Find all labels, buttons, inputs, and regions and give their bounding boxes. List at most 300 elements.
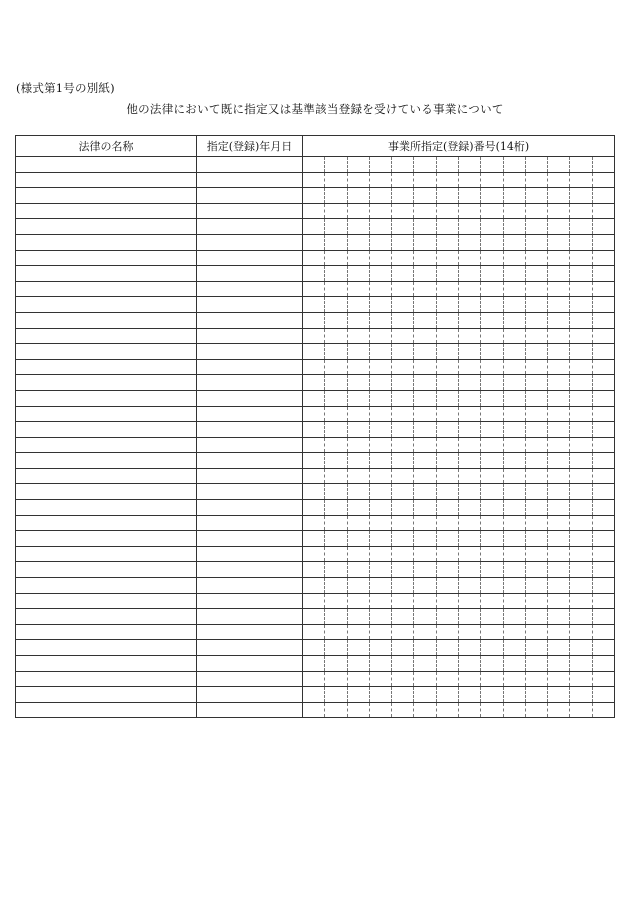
law-name-cell[interactable] <box>16 484 197 500</box>
office-number-digit-cell[interactable] <box>325 297 347 313</box>
office-number-digit-cell[interactable] <box>592 234 614 250</box>
designation-date-cell[interactable] <box>197 157 303 173</box>
office-number-digit-cell[interactable] <box>303 624 325 640</box>
office-number-digit-cell[interactable] <box>392 546 414 562</box>
office-number-digit-cell[interactable] <box>303 281 325 297</box>
office-number-digit-cell[interactable] <box>458 422 480 438</box>
office-number-digit-cell[interactable] <box>392 609 414 625</box>
designation-date-cell[interactable] <box>197 624 303 640</box>
office-number-digit-cell[interactable] <box>414 172 436 188</box>
office-number-digit-cell[interactable] <box>369 157 391 173</box>
office-number-digit-cell[interactable] <box>548 422 570 438</box>
law-name-cell[interactable] <box>16 656 197 672</box>
office-number-digit-cell[interactable] <box>570 328 592 344</box>
office-number-digit-cell[interactable] <box>525 624 547 640</box>
office-number-digit-cell[interactable] <box>592 297 614 313</box>
office-number-digit-cell[interactable] <box>481 344 503 360</box>
office-number-digit-cell[interactable] <box>347 671 369 687</box>
office-number-digit-cell[interactable] <box>392 500 414 516</box>
office-number-digit-cell[interactable] <box>369 281 391 297</box>
office-number-digit-cell[interactable] <box>436 422 458 438</box>
office-number-digit-cell[interactable] <box>369 593 391 609</box>
office-number-digit-cell[interactable] <box>503 219 525 235</box>
office-number-digit-cell[interactable] <box>525 578 547 594</box>
office-number-digit-cell[interactable] <box>570 546 592 562</box>
law-name-cell[interactable] <box>16 546 197 562</box>
law-name-cell[interactable] <box>16 687 197 703</box>
office-number-digit-cell[interactable] <box>458 453 480 469</box>
office-number-digit-cell[interactable] <box>570 266 592 282</box>
office-number-digit-cell[interactable] <box>592 562 614 578</box>
office-number-digit-cell[interactable] <box>369 234 391 250</box>
office-number-digit-cell[interactable] <box>481 266 503 282</box>
designation-date-cell[interactable] <box>197 578 303 594</box>
office-number-digit-cell[interactable] <box>325 593 347 609</box>
office-number-digit-cell[interactable] <box>503 531 525 547</box>
office-number-digit-cell[interactable] <box>369 500 391 516</box>
office-number-digit-cell[interactable] <box>592 609 614 625</box>
office-number-digit-cell[interactable] <box>369 515 391 531</box>
office-number-digit-cell[interactable] <box>436 359 458 375</box>
office-number-digit-cell[interactable] <box>525 656 547 672</box>
office-number-digit-cell[interactable] <box>369 359 391 375</box>
office-number-digit-cell[interactable] <box>548 578 570 594</box>
office-number-digit-cell[interactable] <box>570 281 592 297</box>
designation-date-cell[interactable] <box>197 640 303 656</box>
office-number-digit-cell[interactable] <box>414 344 436 360</box>
office-number-digit-cell[interactable] <box>436 453 458 469</box>
law-name-cell[interactable] <box>16 437 197 453</box>
office-number-digit-cell[interactable] <box>548 484 570 500</box>
office-number-digit-cell[interactable] <box>481 656 503 672</box>
office-number-digit-cell[interactable] <box>325 266 347 282</box>
office-number-digit-cell[interactable] <box>458 406 480 422</box>
office-number-digit-cell[interactable] <box>503 671 525 687</box>
office-number-digit-cell[interactable] <box>503 702 525 718</box>
office-number-digit-cell[interactable] <box>369 188 391 204</box>
office-number-digit-cell[interactable] <box>525 468 547 484</box>
law-name-cell[interactable] <box>16 702 197 718</box>
office-number-digit-cell[interactable] <box>458 250 480 266</box>
office-number-digit-cell[interactable] <box>392 593 414 609</box>
office-number-digit-cell[interactable] <box>592 624 614 640</box>
office-number-digit-cell[interactable] <box>325 578 347 594</box>
office-number-digit-cell[interactable] <box>481 624 503 640</box>
office-number-digit-cell[interactable] <box>548 328 570 344</box>
law-name-cell[interactable] <box>16 297 197 313</box>
office-number-digit-cell[interactable] <box>503 500 525 516</box>
designation-date-cell[interactable] <box>197 593 303 609</box>
office-number-digit-cell[interactable] <box>414 671 436 687</box>
office-number-digit-cell[interactable] <box>414 531 436 547</box>
office-number-digit-cell[interactable] <box>570 157 592 173</box>
office-number-digit-cell[interactable] <box>436 250 458 266</box>
office-number-digit-cell[interactable] <box>548 359 570 375</box>
office-number-digit-cell[interactable] <box>525 328 547 344</box>
office-number-digit-cell[interactable] <box>481 328 503 344</box>
office-number-digit-cell[interactable] <box>503 406 525 422</box>
office-number-digit-cell[interactable] <box>369 640 391 656</box>
office-number-digit-cell[interactable] <box>347 546 369 562</box>
office-number-digit-cell[interactable] <box>347 500 369 516</box>
office-number-digit-cell[interactable] <box>503 453 525 469</box>
office-number-digit-cell[interactable] <box>481 531 503 547</box>
office-number-digit-cell[interactable] <box>570 453 592 469</box>
office-number-digit-cell[interactable] <box>436 234 458 250</box>
office-number-digit-cell[interactable] <box>458 468 480 484</box>
office-number-digit-cell[interactable] <box>570 234 592 250</box>
law-name-cell[interactable] <box>16 406 197 422</box>
office-number-digit-cell[interactable] <box>570 375 592 391</box>
office-number-digit-cell[interactable] <box>503 593 525 609</box>
office-number-digit-cell[interactable] <box>570 390 592 406</box>
office-number-digit-cell[interactable] <box>592 157 614 173</box>
office-number-digit-cell[interactable] <box>436 406 458 422</box>
law-name-cell[interactable] <box>16 344 197 360</box>
law-name-cell[interactable] <box>16 234 197 250</box>
office-number-digit-cell[interactable] <box>503 157 525 173</box>
office-number-digit-cell[interactable] <box>303 344 325 360</box>
office-number-digit-cell[interactable] <box>369 609 391 625</box>
office-number-digit-cell[interactable] <box>347 406 369 422</box>
office-number-digit-cell[interactable] <box>436 157 458 173</box>
office-number-digit-cell[interactable] <box>436 172 458 188</box>
office-number-digit-cell[interactable] <box>369 687 391 703</box>
office-number-digit-cell[interactable] <box>303 266 325 282</box>
office-number-digit-cell[interactable] <box>592 500 614 516</box>
office-number-digit-cell[interactable] <box>548 172 570 188</box>
law-name-cell[interactable] <box>16 203 197 219</box>
office-number-digit-cell[interactable] <box>369 656 391 672</box>
law-name-cell[interactable] <box>16 390 197 406</box>
office-number-digit-cell[interactable] <box>525 437 547 453</box>
office-number-digit-cell[interactable] <box>369 312 391 328</box>
office-number-digit-cell[interactable] <box>369 671 391 687</box>
office-number-digit-cell[interactable] <box>347 157 369 173</box>
office-number-digit-cell[interactable] <box>325 406 347 422</box>
office-number-digit-cell[interactable] <box>458 234 480 250</box>
office-number-digit-cell[interactable] <box>369 375 391 391</box>
office-number-digit-cell[interactable] <box>503 546 525 562</box>
office-number-digit-cell[interactable] <box>436 656 458 672</box>
office-number-digit-cell[interactable] <box>392 656 414 672</box>
office-number-digit-cell[interactable] <box>525 531 547 547</box>
designation-date-cell[interactable] <box>197 562 303 578</box>
office-number-digit-cell[interactable] <box>503 656 525 672</box>
office-number-digit-cell[interactable] <box>325 437 347 453</box>
office-number-digit-cell[interactable] <box>481 562 503 578</box>
office-number-digit-cell[interactable] <box>592 671 614 687</box>
office-number-digit-cell[interactable] <box>525 562 547 578</box>
office-number-digit-cell[interactable] <box>458 531 480 547</box>
office-number-digit-cell[interactable] <box>414 375 436 391</box>
office-number-digit-cell[interactable] <box>347 515 369 531</box>
designation-date-cell[interactable] <box>197 702 303 718</box>
office-number-digit-cell[interactable] <box>325 312 347 328</box>
office-number-digit-cell[interactable] <box>414 453 436 469</box>
law-name-cell[interactable] <box>16 422 197 438</box>
office-number-digit-cell[interactable] <box>458 593 480 609</box>
office-number-digit-cell[interactable] <box>458 328 480 344</box>
office-number-digit-cell[interactable] <box>458 219 480 235</box>
office-number-digit-cell[interactable] <box>392 359 414 375</box>
office-number-digit-cell[interactable] <box>436 546 458 562</box>
office-number-digit-cell[interactable] <box>347 578 369 594</box>
office-number-digit-cell[interactable] <box>481 219 503 235</box>
office-number-digit-cell[interactable] <box>570 656 592 672</box>
office-number-digit-cell[interactable] <box>303 609 325 625</box>
office-number-digit-cell[interactable] <box>525 344 547 360</box>
office-number-digit-cell[interactable] <box>369 344 391 360</box>
office-number-digit-cell[interactable] <box>525 157 547 173</box>
office-number-digit-cell[interactable] <box>592 219 614 235</box>
office-number-digit-cell[interactable] <box>548 188 570 204</box>
designation-date-cell[interactable] <box>197 609 303 625</box>
office-number-digit-cell[interactable] <box>592 359 614 375</box>
office-number-digit-cell[interactable] <box>592 266 614 282</box>
office-number-digit-cell[interactable] <box>347 437 369 453</box>
law-name-cell[interactable] <box>16 172 197 188</box>
office-number-digit-cell[interactable] <box>303 468 325 484</box>
office-number-digit-cell[interactable] <box>325 609 347 625</box>
designation-date-cell[interactable] <box>197 281 303 297</box>
office-number-digit-cell[interactable] <box>481 203 503 219</box>
office-number-digit-cell[interactable] <box>303 562 325 578</box>
office-number-digit-cell[interactable] <box>436 375 458 391</box>
office-number-digit-cell[interactable] <box>414 593 436 609</box>
office-number-digit-cell[interactable] <box>303 172 325 188</box>
office-number-digit-cell[interactable] <box>481 422 503 438</box>
office-number-digit-cell[interactable] <box>592 281 614 297</box>
office-number-digit-cell[interactable] <box>525 593 547 609</box>
office-number-digit-cell[interactable] <box>548 640 570 656</box>
office-number-digit-cell[interactable] <box>303 234 325 250</box>
office-number-digit-cell[interactable] <box>548 406 570 422</box>
law-name-cell[interactable] <box>16 624 197 640</box>
designation-date-cell[interactable] <box>197 250 303 266</box>
office-number-digit-cell[interactable] <box>525 671 547 687</box>
office-number-digit-cell[interactable] <box>525 312 547 328</box>
office-number-digit-cell[interactable] <box>503 203 525 219</box>
office-number-digit-cell[interactable] <box>592 312 614 328</box>
office-number-digit-cell[interactable] <box>392 203 414 219</box>
office-number-digit-cell[interactable] <box>503 250 525 266</box>
office-number-digit-cell[interactable] <box>481 484 503 500</box>
office-number-digit-cell[interactable] <box>303 453 325 469</box>
office-number-digit-cell[interactable] <box>325 687 347 703</box>
office-number-digit-cell[interactable] <box>481 437 503 453</box>
office-number-digit-cell[interactable] <box>592 531 614 547</box>
office-number-digit-cell[interactable] <box>325 234 347 250</box>
office-number-digit-cell[interactable] <box>548 390 570 406</box>
law-name-cell[interactable] <box>16 453 197 469</box>
office-number-digit-cell[interactable] <box>414 624 436 640</box>
office-number-digit-cell[interactable] <box>325 328 347 344</box>
office-number-digit-cell[interactable] <box>548 281 570 297</box>
office-number-digit-cell[interactable] <box>592 344 614 360</box>
office-number-digit-cell[interactable] <box>369 624 391 640</box>
office-number-digit-cell[interactable] <box>369 546 391 562</box>
office-number-digit-cell[interactable] <box>325 468 347 484</box>
office-number-digit-cell[interactable] <box>503 390 525 406</box>
office-number-digit-cell[interactable] <box>414 578 436 594</box>
law-name-cell[interactable] <box>16 359 197 375</box>
office-number-digit-cell[interactable] <box>570 702 592 718</box>
office-number-digit-cell[interactable] <box>458 624 480 640</box>
office-number-digit-cell[interactable] <box>458 172 480 188</box>
office-number-digit-cell[interactable] <box>325 344 347 360</box>
office-number-digit-cell[interactable] <box>458 671 480 687</box>
office-number-digit-cell[interactable] <box>325 500 347 516</box>
office-number-digit-cell[interactable] <box>325 562 347 578</box>
office-number-digit-cell[interactable] <box>503 578 525 594</box>
office-number-digit-cell[interactable] <box>481 234 503 250</box>
office-number-digit-cell[interactable] <box>592 687 614 703</box>
office-number-digit-cell[interactable] <box>548 546 570 562</box>
designation-date-cell[interactable] <box>197 531 303 547</box>
office-number-digit-cell[interactable] <box>325 172 347 188</box>
office-number-digit-cell[interactable] <box>592 515 614 531</box>
office-number-digit-cell[interactable] <box>503 640 525 656</box>
office-number-digit-cell[interactable] <box>347 219 369 235</box>
office-number-digit-cell[interactable] <box>458 546 480 562</box>
office-number-digit-cell[interactable] <box>414 219 436 235</box>
office-number-digit-cell[interactable] <box>548 266 570 282</box>
office-number-digit-cell[interactable] <box>392 437 414 453</box>
office-number-digit-cell[interactable] <box>347 266 369 282</box>
office-number-digit-cell[interactable] <box>570 578 592 594</box>
office-number-digit-cell[interactable] <box>436 624 458 640</box>
office-number-digit-cell[interactable] <box>347 562 369 578</box>
law-name-cell[interactable] <box>16 312 197 328</box>
office-number-digit-cell[interactable] <box>436 671 458 687</box>
office-number-digit-cell[interactable] <box>570 219 592 235</box>
law-name-cell[interactable] <box>16 531 197 547</box>
office-number-digit-cell[interactable] <box>414 203 436 219</box>
office-number-digit-cell[interactable] <box>503 188 525 204</box>
office-number-digit-cell[interactable] <box>592 250 614 266</box>
office-number-digit-cell[interactable] <box>347 640 369 656</box>
office-number-digit-cell[interactable] <box>481 359 503 375</box>
office-number-digit-cell[interactable] <box>570 297 592 313</box>
office-number-digit-cell[interactable] <box>414 406 436 422</box>
office-number-digit-cell[interactable] <box>392 406 414 422</box>
office-number-digit-cell[interactable] <box>325 375 347 391</box>
office-number-digit-cell[interactable] <box>481 609 503 625</box>
designation-date-cell[interactable] <box>197 297 303 313</box>
office-number-digit-cell[interactable] <box>525 422 547 438</box>
office-number-digit-cell[interactable] <box>592 640 614 656</box>
office-number-digit-cell[interactable] <box>525 359 547 375</box>
office-number-digit-cell[interactable] <box>347 390 369 406</box>
office-number-digit-cell[interactable] <box>392 250 414 266</box>
office-number-digit-cell[interactable] <box>503 609 525 625</box>
office-number-digit-cell[interactable] <box>414 484 436 500</box>
office-number-digit-cell[interactable] <box>592 328 614 344</box>
office-number-digit-cell[interactable] <box>458 484 480 500</box>
office-number-digit-cell[interactable] <box>570 640 592 656</box>
office-number-digit-cell[interactable] <box>458 375 480 391</box>
office-number-digit-cell[interactable] <box>503 312 525 328</box>
office-number-digit-cell[interactable] <box>525 203 547 219</box>
office-number-digit-cell[interactable] <box>392 468 414 484</box>
office-number-digit-cell[interactable] <box>481 640 503 656</box>
office-number-digit-cell[interactable] <box>392 328 414 344</box>
office-number-digit-cell[interactable] <box>481 671 503 687</box>
office-number-digit-cell[interactable] <box>414 500 436 516</box>
designation-date-cell[interactable] <box>197 671 303 687</box>
office-number-digit-cell[interactable] <box>325 546 347 562</box>
designation-date-cell[interactable] <box>197 219 303 235</box>
office-number-digit-cell[interactable] <box>525 687 547 703</box>
office-number-digit-cell[interactable] <box>303 375 325 391</box>
office-number-digit-cell[interactable] <box>481 172 503 188</box>
office-number-digit-cell[interactable] <box>303 500 325 516</box>
office-number-digit-cell[interactable] <box>436 203 458 219</box>
office-number-digit-cell[interactable] <box>325 422 347 438</box>
office-number-digit-cell[interactable] <box>369 531 391 547</box>
office-number-digit-cell[interactable] <box>347 344 369 360</box>
office-number-digit-cell[interactable] <box>414 266 436 282</box>
office-number-digit-cell[interactable] <box>570 593 592 609</box>
office-number-digit-cell[interactable] <box>548 531 570 547</box>
office-number-digit-cell[interactable] <box>592 390 614 406</box>
office-number-digit-cell[interactable] <box>525 172 547 188</box>
office-number-digit-cell[interactable] <box>481 406 503 422</box>
office-number-digit-cell[interactable] <box>325 640 347 656</box>
office-number-digit-cell[interactable] <box>458 702 480 718</box>
law-name-cell[interactable] <box>16 219 197 235</box>
office-number-digit-cell[interactable] <box>570 515 592 531</box>
office-number-digit-cell[interactable] <box>503 172 525 188</box>
office-number-digit-cell[interactable] <box>570 406 592 422</box>
office-number-digit-cell[interactable] <box>525 702 547 718</box>
designation-date-cell[interactable] <box>197 234 303 250</box>
office-number-digit-cell[interactable] <box>303 157 325 173</box>
office-number-digit-cell[interactable] <box>392 219 414 235</box>
office-number-digit-cell[interactable] <box>347 234 369 250</box>
office-number-digit-cell[interactable] <box>548 219 570 235</box>
office-number-digit-cell[interactable] <box>392 624 414 640</box>
law-name-cell[interactable] <box>16 328 197 344</box>
law-name-cell[interactable] <box>16 671 197 687</box>
designation-date-cell[interactable] <box>197 468 303 484</box>
office-number-digit-cell[interactable] <box>325 188 347 204</box>
office-number-digit-cell[interactable] <box>414 281 436 297</box>
office-number-digit-cell[interactable] <box>481 515 503 531</box>
office-number-digit-cell[interactable] <box>458 687 480 703</box>
office-number-digit-cell[interactable] <box>303 515 325 531</box>
office-number-digit-cell[interactable] <box>303 702 325 718</box>
office-number-digit-cell[interactable] <box>325 531 347 547</box>
office-number-digit-cell[interactable] <box>414 515 436 531</box>
office-number-digit-cell[interactable] <box>436 593 458 609</box>
office-number-digit-cell[interactable] <box>392 687 414 703</box>
office-number-digit-cell[interactable] <box>303 422 325 438</box>
office-number-digit-cell[interactable] <box>503 344 525 360</box>
office-number-digit-cell[interactable] <box>570 531 592 547</box>
office-number-digit-cell[interactable] <box>436 609 458 625</box>
office-number-digit-cell[interactable] <box>414 297 436 313</box>
office-number-digit-cell[interactable] <box>392 188 414 204</box>
designation-date-cell[interactable] <box>197 203 303 219</box>
office-number-digit-cell[interactable] <box>414 640 436 656</box>
office-number-digit-cell[interactable] <box>503 515 525 531</box>
designation-date-cell[interactable] <box>197 188 303 204</box>
office-number-digit-cell[interactable] <box>347 359 369 375</box>
designation-date-cell[interactable] <box>197 500 303 516</box>
office-number-digit-cell[interactable] <box>570 312 592 328</box>
